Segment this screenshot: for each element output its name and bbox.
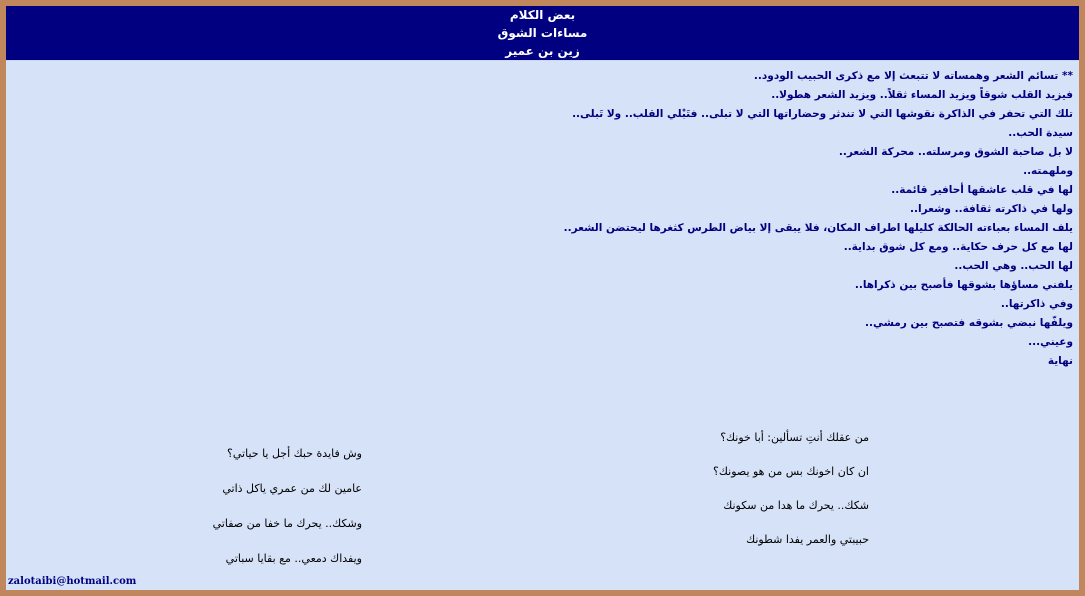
header-banner: [6, 6, 1079, 60]
prose-line: ولها في ذاكرته ثقافة.. وشعرا..: [910, 203, 1073, 215]
prose-line: ** تسائم الشعر وهمساته لا تتبعث إلا مع ذكرى الحبيب الودود..: [753, 70, 1073, 82]
content-area: [6, 61, 1079, 590]
poem-verse: حبيبتي والعمر يفدا شطونك: [746, 533, 869, 546]
prose-line: وعيني...: [1028, 336, 1073, 348]
poem-verse: من عقلك أنتِ تسألين: أبا خونك؟: [720, 431, 869, 444]
poem-verse: وش فايدة حبك أجل يا حياتي؟: [227, 447, 362, 460]
poem-verse: ان كان اخونك بس من هو يصونك؟: [713, 465, 869, 478]
author-name: زين بن عمير: [505, 44, 580, 58]
prose-line: لها في قلب عاشقها أحافير قائمة..: [891, 184, 1073, 196]
prose-line: لها الحب.. وهي الحب..: [954, 260, 1073, 272]
prose-line: لا بل صاحبة الشوق ومرسلته.. محركة الشعر..: [838, 146, 1073, 158]
poem-verse: شكك.. يحرك ما هدا من سكونك: [723, 499, 869, 512]
prose-line: يلفني مساؤها بشوقها فأصبح بين ذكراها..: [854, 279, 1073, 291]
prose-line: وملهمته..: [1023, 165, 1073, 177]
prose-line: لها مع كل حرف حكاية.. ومع كل شوق بداية..: [843, 241, 1073, 253]
section-title: بعض الكلام: [509, 8, 576, 22]
prose-line: فيزيد القلب شوقاً ويزيد المساء ثقلاً.. ويزيد الشعر هطولا..: [771, 89, 1073, 101]
page-frame: [6, 6, 1079, 590]
poem-verse: وشكك.. يحرك ما خفا من صفاتي: [212, 517, 362, 530]
poem-verse: عامين لك من عمري ياكل ذاتي: [222, 482, 362, 495]
prose-line: يلف المساء بعباءته الحالكة كليلها اطراف المكان، فلا يبقى إلا بياض الطرس كثغرها ليحتضن الشعر..: [563, 222, 1073, 234]
prose-line: وفي ذاكرتها..: [1000, 298, 1073, 310]
prose-line: ويلفّها نبضي بشوقه فتصبح بين رمشي..: [865, 317, 1073, 329]
prose-line: سيدة الحب..: [1008, 127, 1073, 139]
prose-line: تلك التي تحفر في الذاكرة نقوشها التي لا تندثر وحضاراتها التي لا تبلى.. فتَبْلي القلب.. ولا تَبلى..: [572, 108, 1073, 120]
page-title: مساءات الشوق: [497, 26, 588, 40]
poem-verse: ويفداك دمعي.. مع بقايا سباتي: [225, 552, 362, 565]
prose-block: [13, 67, 1073, 371]
email-link[interactable]: zalotaibi@hotmail.com: [8, 576, 137, 587]
prose-line: نهاية: [1047, 355, 1073, 367]
